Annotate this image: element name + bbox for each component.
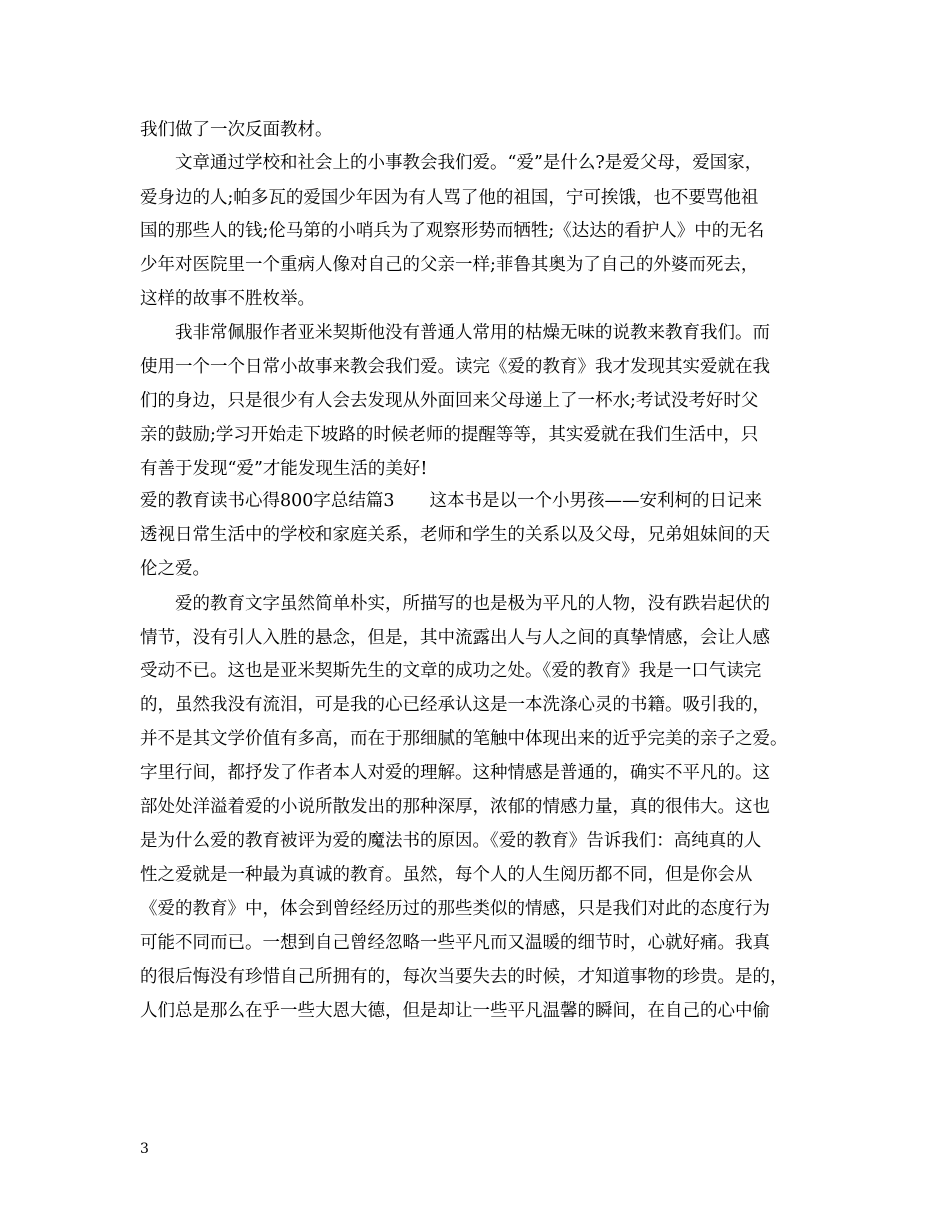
text-line: 国的那些人的钱;伦马第的小哨兵为了观察形势而牺牲;《达达的看护人》中的无名 [140, 221, 765, 241]
text-line: 部处处洋溢着爱的小说所散发出的那种深厚，浓郁的情感力量，真的很伟大。这也 [140, 797, 770, 817]
text-line: 这样的故事不胜枚举。 [140, 289, 315, 309]
text-line: 我们做了一次反面教材。 [140, 120, 333, 140]
text-line: 的很后悔没有珍惜自己所拥有的，每次当要失去的时候，才知道事物的珍贵。是的， [140, 967, 788, 987]
text-line: 《爱的教育》中，体会到曾经经历过的那些类似的情感，只是我们对此的态度行为 [140, 899, 770, 919]
text-line: 受动不已。这也是亚米契斯先生的文章的成功之处。《爱的教育》我是一口气读完 [140, 661, 762, 681]
text-line: 爱身边的人;帕多瓦的爱国少年因为有人骂了他的祖国，宁可挨饿，也不要骂他祖 [140, 188, 759, 208]
text-line: 字里行间，都抒发了作者本人对爱的理解。这种情感是普通的，确实不平凡的。这 [140, 763, 770, 783]
text-line: 并不是其文学价值有多高，而在于那细腻的笔触中体现出来的近乎完美的亲子之爱。 [140, 729, 788, 749]
text-line: 是为什么爱的教育被评为爱的魔法书的原因。《爱的教育》告诉我们：高纯真的人 [140, 831, 762, 851]
text-line: 少年对医院里一个重病人像对自己的父亲一样;菲鲁其奥为了自己的外婆而死去， [140, 255, 759, 275]
text-line: 亲的鼓励;学习开始走下坡路的时候老师的提醒等等，其实爱就在我们生活中，只 [140, 425, 759, 445]
text-line: 伦之爱。 [140, 559, 210, 579]
text-line: 使用一个一个日常小故事来教会我们爱。读完《爱的教育》我才发现其实爱就在我 [140, 357, 770, 377]
text-line: 性之爱就是一种最为真诚的教育。虽然，每个人的人生阅历都不同，但是你会从 [140, 865, 753, 885]
text-line: 有善于发现“爱”才能发现生活的美好! [140, 459, 428, 479]
text-line: 透视日常生活中的学校和家庭关系，老师和学生的关系以及父母，兄弟姐妹间的天 [140, 525, 770, 545]
text-line: 情节，没有引人入胜的悬念，但是，其中流露出人与人之间的真挚情感，会让人感 [140, 628, 770, 648]
text-line: 爱的教育文字虽然简单朴实，所描写的也是极为平凡的人物，没有跌岩起伏的 [140, 594, 770, 614]
text-line: 我非常佩服作者亚米契斯他没有普通人常用的枯燥无味的说教来教育我们。而 [140, 323, 770, 343]
section-heading-line: 爱的教育读书心得800字总结篇3 这本书是以一个小男孩——安利柯的日记来 [140, 491, 763, 511]
text-line: 文章通过学校和社会上的小事教会我们爱。“爱”是什么?是爱父母，爱国家， [140, 153, 763, 173]
text-line: 可能不同而已。一想到自己曾经忽略一些平凡而又温暖的细节时，心就好痛。我真 [140, 933, 770, 953]
text-line: 的，虽然我没有流泪，可是我的心已经承认这是一本洗涤心灵的书籍。吸引我的， [140, 695, 770, 715]
text-line: 们的身边，只是很少有人会去发现从外面回来父母递上了一杯水;考试没考好时父 [140, 391, 759, 411]
text-line: 人们总是那么在乎一些大恩大德，但是却让一些平凡温馨的瞬间，在自己的心中偷 [140, 1001, 770, 1021]
page-number: 3 [140, 1141, 149, 1157]
